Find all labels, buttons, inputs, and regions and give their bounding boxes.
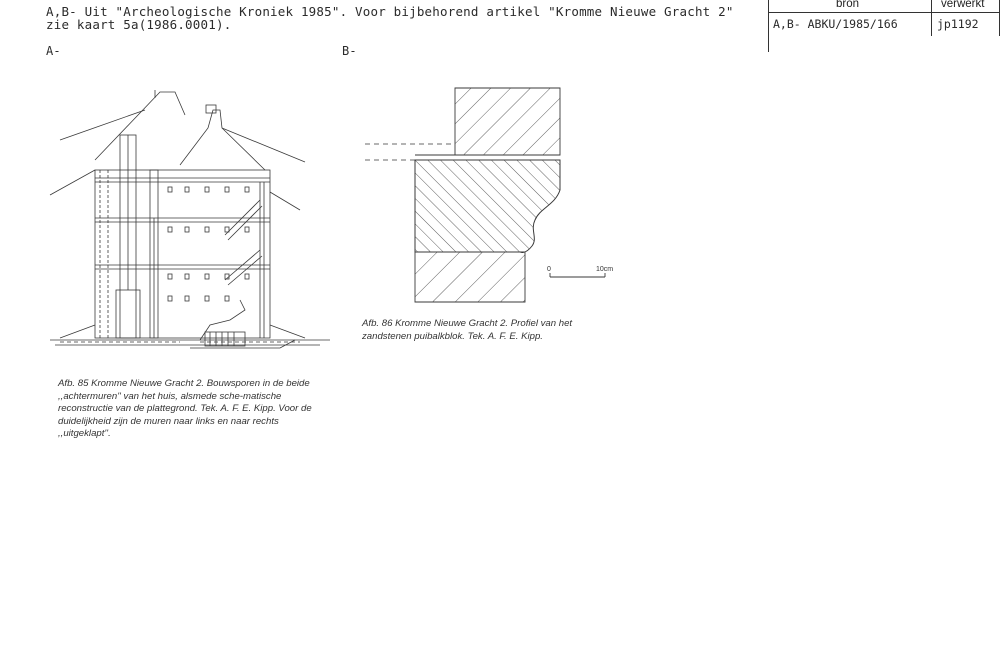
table-header-rule (768, 12, 1000, 13)
table-border-left (768, 0, 769, 52)
column-header-verwerkt: verwerkt (941, 0, 985, 10)
scale-bar (547, 266, 613, 277)
column-header-bron: bron (836, 0, 860, 10)
figure-b-label: B- (342, 44, 357, 58)
bron-value: A,B- ABKU/1985/166 (773, 17, 898, 31)
figure-b-drawing (360, 80, 620, 310)
figure-a-caption: Afb. 85 Kromme Nieuwe Gracht 2. Bouwsporen in de beide ,,achtermuren'' van het huis, alsmede sche-matische reconstructie van de plattegrond. Tek. A. F. E. Kipp. Voor de duidelijkheid zijn de muren naar links en naar rechts ,,uitgeklapt''. (58, 378, 312, 440)
header-line-1: A,B- Uit "Archeologische Kroniek 1985". Voor bijbehorend artikel "Kromme Nieuwe Gracht 2" (46, 4, 734, 19)
scale-end-label: 10cm (596, 266, 614, 273)
source-table (768, 0, 1000, 52)
scale-start-label: 0 (547, 266, 551, 273)
table-column-divider (931, 0, 932, 36)
figure-a-label: A- (46, 44, 61, 58)
verwerkt-value: jp1192 (937, 17, 979, 31)
header-line-2: zie kaart 5a(1986.0001). (46, 17, 232, 32)
figure-a-drawing (50, 70, 330, 380)
figure-b-caption: Afb. 86 Kromme Nieuwe Gracht 2. Profiel van het zandstenen puibalkblok. Tek. A. F. E. Kipp. (362, 318, 573, 342)
